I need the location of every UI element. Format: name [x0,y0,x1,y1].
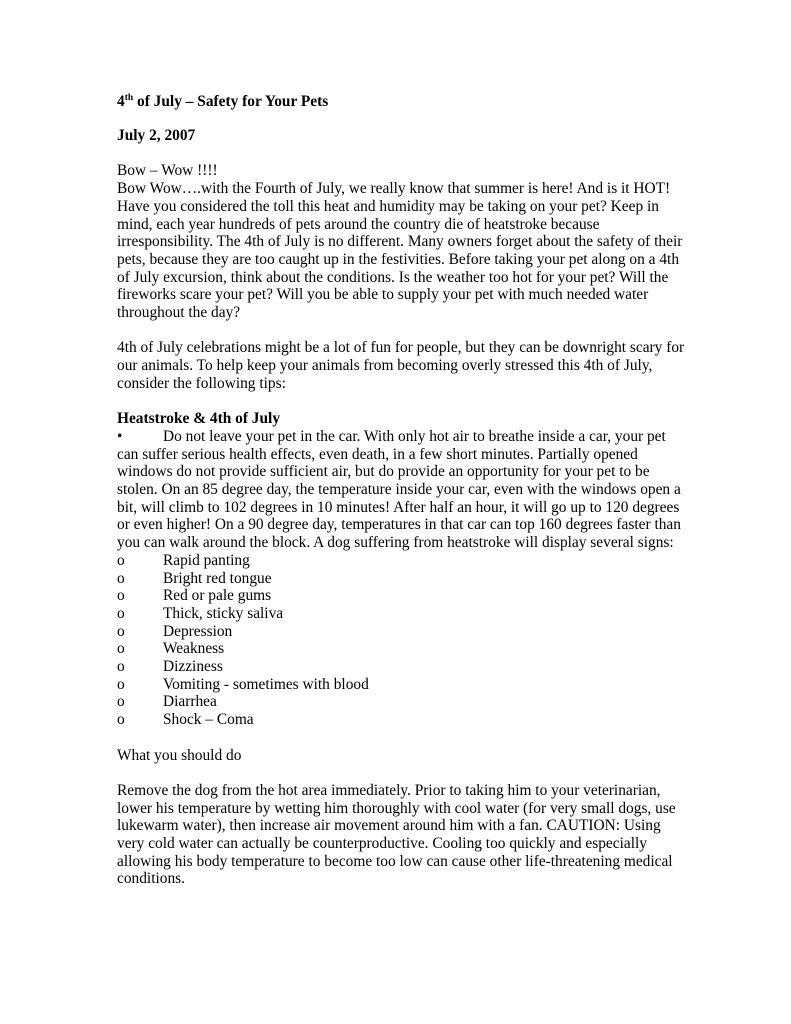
sub-bullet-marker: o [117,711,125,729]
bullet-text: Do not leave your pet in the car. With only hot air to breathe inside a car, your pet can suffer serious health effects, even death, in a few short minutes. Partially opened windows do not provide sufficient air, but do provide an opportunity for your pet to be stolen. On an 85 degree day, the temperature inside your car, even with the windows open a bit, will climb to 102 degrees in 10 minutes! After half an hour, it will go up to 120 degrees or even higher! On a 90 degree day, temperatures in that car can top 160 degrees faster than you can walk around the block. A dog suffering from heatstroke will display several signs: [117,427,681,552]
sign-text: Dizziness [163,658,223,676]
sign-text: Bright red tongue [163,569,272,587]
sign-list-item [117,658,687,676]
sign-list-item [117,676,687,694]
sign-text: Thick, sticky saliva [163,604,284,622]
spacer [117,145,687,163]
spacer [117,393,687,411]
sub-bullet-marker: o [117,675,125,693]
sub-bullet-marker: o [117,569,125,587]
spacer [117,729,687,747]
document-page [117,93,687,888]
sub-bullet-marker: o [117,640,125,658]
spacer [117,322,687,340]
sign-list-item [117,552,687,570]
spacer [117,764,687,782]
title-rest: of July – Safety for Your Pets [133,93,329,110]
sub-bullet-marker: o [117,551,125,569]
sign-list-item [117,587,687,605]
sub-bullet-marker: o [117,604,125,622]
document-title [117,93,687,112]
greeting: Bow – Wow !!!! [117,162,218,180]
sign-text: Shock – Coma [163,711,254,729]
document-date: July 2, 2007 [117,127,196,144]
sign-list-item [117,623,687,641]
sign-text: Rapid panting [163,551,250,569]
celebrations-paragraph: 4th of July celebrations might be a lot of fun for people, but they can be downright scary for our animals. To help keep your animals from becoming overly stressed this 4th of July, consider the following tips: [117,339,685,392]
sign-text: Vomiting - sometimes with blood [163,675,369,693]
bullet-item [117,428,687,552]
intro-paragraph: Bow Wow….with the Fourth of July, we really know that summer is here! And is it HOT! Have you considered the toll this heat and humidity may be taking on your pet? Keep in mind, each year hundreds of pets around the country die of heatstroke because irresponsibility. The 4th of July is no different. Many owners forget about the safety of their pets, because they are too caught up in the festivities. Before taking your pet along on a 4th of July excursion, think about the conditions. Is the weather too hot for your pet? Will the fireworks scare your pet? Will you be able to supply your pet with much needed water throughout the day? [117,180,683,322]
bullet-marker: • [117,427,123,445]
section-heading: Heatstroke & 4th of July [117,410,281,428]
sign-list-item [117,640,687,658]
sign-list-item [117,605,687,623]
title-prefix: 4 [117,93,125,110]
sign-text: Depression [163,622,233,640]
sign-text: Weakness [163,640,225,658]
sub-bullet-marker: o [117,658,125,676]
heatstroke-signs-list [117,552,687,729]
title-superscript: th [124,93,134,103]
sign-list-item [117,711,687,729]
what-to-do-label: What you should do [117,746,242,764]
treatment-paragraph: Remove the dog from the hot area immediately. Prior to taking him to your veterinarian, lower his temperature by wetting him thoroughly with cool water (for very small dogs, use lukewarm water), then increase air movement around him with a fan. CAUTION: Using very cold water can actually be counterproductive. Cooling too quickly and especially allowing his body temperature to become too low can cause other life-threatening medical conditions. [117,781,676,888]
sign-text: Diarrhea [163,693,217,711]
sub-bullet-marker: o [117,622,125,640]
sign-text: Red or pale gums [163,587,272,605]
sub-bullet-marker: o [117,587,125,605]
sub-bullet-marker: o [117,693,125,711]
sign-list-item [117,693,687,711]
sign-list-item [117,570,687,588]
